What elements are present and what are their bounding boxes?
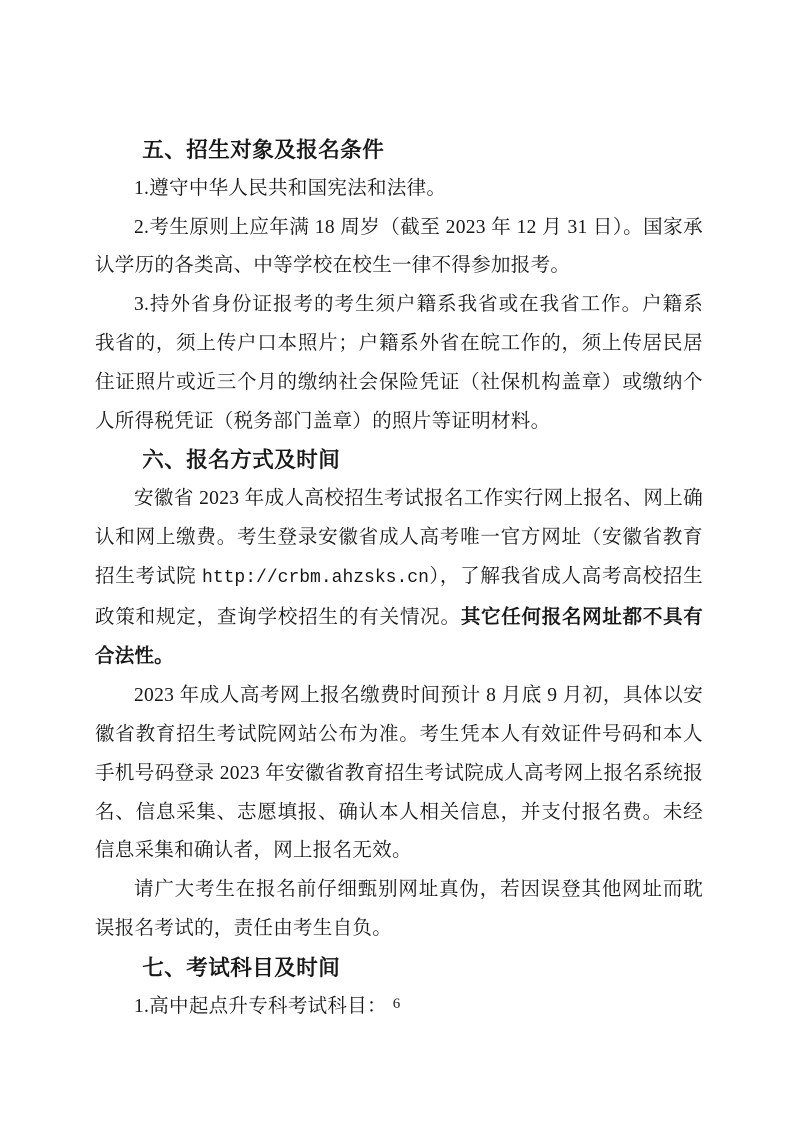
text-run: 安徽省 2023 年成人高校招生考试报名工作实行网上报名、网上确认和网上缴费。考生登录安徽省成人高考唯一官方网址（安徽省教育招生考试院 <box>95 488 703 587</box>
paragraph <box>95 170 703 209</box>
text-run: 请广大考生在报名前仔细甄别网址真伪，若因误登其他网址而耽误报名考试的，责任由考生自负。 <box>95 879 703 939</box>
text-run: 1.遵守中华人民共和国宪法和法律。 <box>134 177 447 199</box>
section-heading-registration-method: 六、报名方式及时间 <box>142 448 341 473</box>
text-run: 2023 年成人高考网上报名缴费时间预计 8 月底 9 月初，具体以安徽省教育招生考试院网站公布为准。考生凭本人有效证件号码和本人手机号码登录 2023 年安徽省教育招生考试院成人高考网上报名系统报名、信息采集、志愿填报、确认本人相关信息，并支付报名费。未经信息采集和确认者，网上报名无效。 <box>95 685 703 862</box>
url-text: http://crbm.ahzsks.cn <box>202 567 429 588</box>
paragraph <box>95 871 703 949</box>
paragraph <box>95 286 703 441</box>
emphasis-text-run: 其它任何报名网址都不具有合法性。 <box>95 605 703 668</box>
paragraph <box>95 209 703 287</box>
section-heading-enrollment-targets: 五、招生对象及报名条件 <box>142 138 385 162</box>
document-content <box>95 131 703 1026</box>
text-run: 2.考生原则上应年满 18 周岁（截至 2023 年 12 月 31 日）。国家承认学历的各类高、中等学校在校生一律不得参加报考。 <box>95 216 703 277</box>
text-run: ），了解我省成人高考高校招生政策和规定，查询学校招生的有关情况。 <box>95 565 703 628</box>
page-number: 6 <box>392 996 401 1012</box>
paragraph <box>95 480 703 677</box>
paragraph <box>95 677 703 871</box>
section-heading-exam-subjects: 七、考试科目及时间 <box>142 955 341 980</box>
text-run: 1.高中起点升专科考试科目： <box>134 995 387 1017</box>
text-run: 3.持外省身份证报考的考生须户籍系我省或在我省工作。户籍系我省的，须上传户口本照片；户籍系外省在皖工作的，须上传居民居住证照片或近三个月的缴纳社会保险凭证（社保机构盖章）或缴纳个人所得税凭证（税务部门盖章）的照片等证明材料。 <box>95 294 703 432</box>
